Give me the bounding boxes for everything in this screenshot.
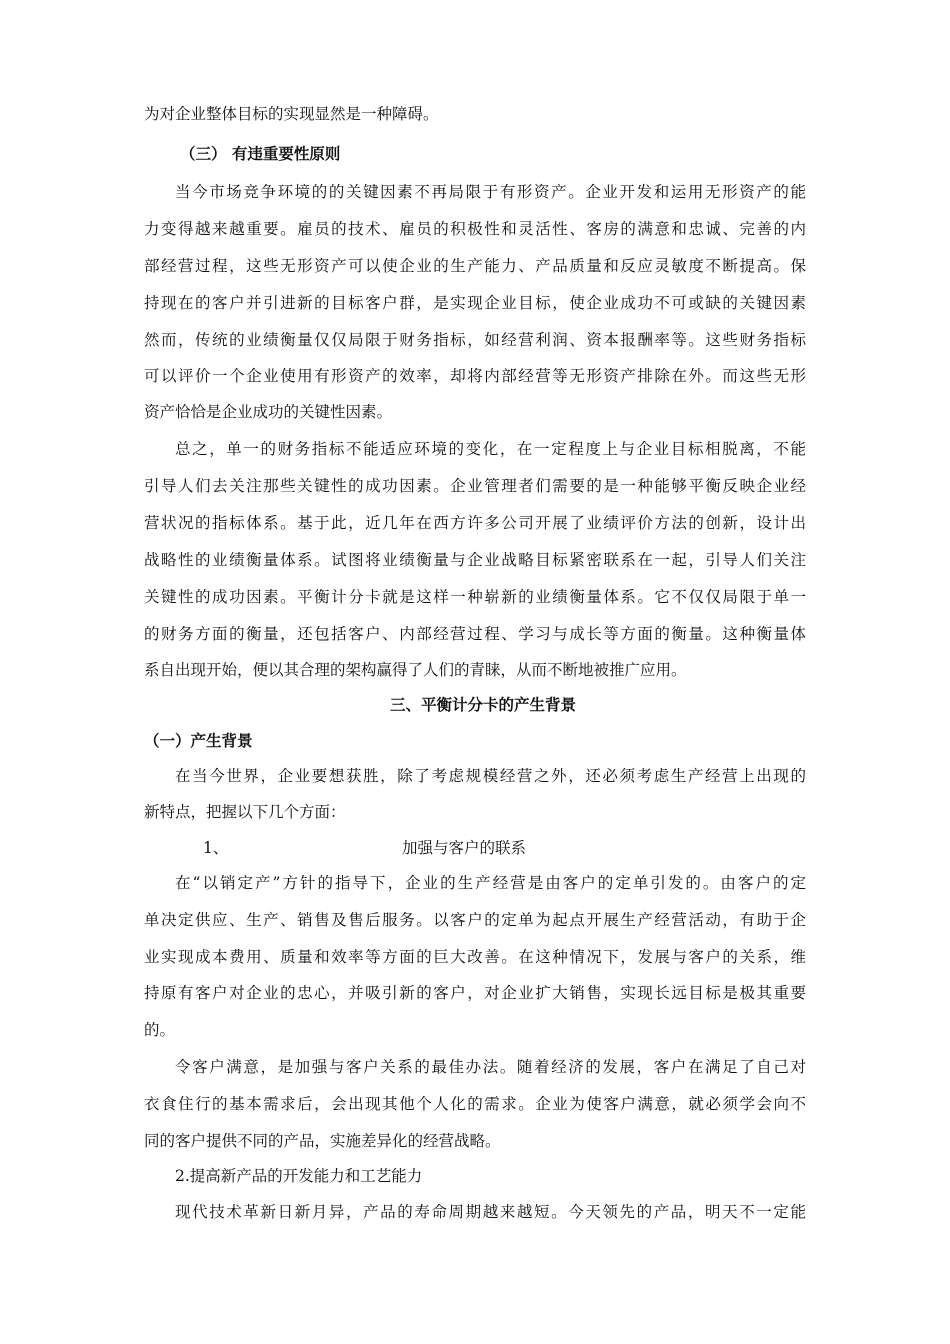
paragraph-line: 衣食住行的基本需求后，会出现其他个人化的需求。企业为使客户满意，就必须学会向不 <box>144 1095 806 1113</box>
paragraph-line: 同的客户提供不同的产品，实施差异化的经营战略。 <box>144 1132 501 1150</box>
paragraph-line: 关键性的成功因素。平衡计分卡就是这样一种崭新的业绩衡量体系。它不仅仅局限于单一 <box>144 588 806 606</box>
paragraph-line: 持原有客户对企业的忠心，并吸引新的客户，对企业扩大销售，实现长远目标是极其重要 <box>144 984 806 1002</box>
paragraph-line: 系自出现开始，便以其合理的架构赢得了人们的青睐，从而不断地被推广应用。 <box>144 661 687 679</box>
list-number: 1、 <box>203 839 229 857</box>
paragraph-line: 战略性的业绩衡量体系。试图将业绩衡量与企业战略目标紧密联系在一起，引导人们关注 <box>144 551 806 569</box>
paragraph-line: 引导人们去关注那些关键性的成功因素。企业管理者们需要的是一种能够平衡反映企业经 <box>144 477 806 495</box>
list-item-title: 加强与客户的联系 <box>402 839 527 857</box>
paragraph-line: 的财务方面的衡量，还包括客户、内部经营过程、学习与成长等方面的衡量。这种衡量体 <box>144 625 806 643</box>
section-heading: （三） 有违重要性原则 <box>180 145 341 163</box>
paragraph-line: 现代技术革新日新月异，产品的寿命周期越来越短。今天领先的产品，明天不一定能 <box>175 1203 806 1221</box>
paragraph-line: 的。 <box>144 1021 176 1039</box>
paragraph-line: 可以评价一个企业使用有形资产的效率，却将内部经营等无形资产排除在外。而这些无形 <box>144 367 806 385</box>
paragraph-line: 在“以销定产”方针的指导下，企业的生产经营是由客户的定单引发的。由客户的定 <box>175 874 806 892</box>
list-item-title: 2.提高新产品的开发能力和工艺能力 <box>175 1167 423 1185</box>
section-heading: （一）产生背景 <box>144 732 253 750</box>
paragraph-line: 令客户满意，是加强与客户关系的最佳办法。随着经济的发展，客户在满足了自己对 <box>175 1058 806 1076</box>
chapter-heading: 三、平衡计分卡的产生背景 <box>390 696 577 714</box>
paragraph-line: 单决定供应、生产、销售及售后服务。以客户的定单为起点开展生产经营活动，有助于企 <box>144 911 806 929</box>
paragraph-line: 营状况的指标体系。基于此，近几年在西方许多公司开展了业绩评价方法的创新，设计出 <box>144 514 806 532</box>
paragraph-line: 新特点，把握以下几个方面： <box>144 803 346 821</box>
paragraph-line: 然而，传统的业绩衡量仅仅局限于财务指标，如经营利润、资本报酬率等。这些财务指标 <box>144 331 806 349</box>
paragraph-line: 当今市场竞争环境的的关键因素不再局限于有形资产。企业开发和运用无形资产的能 <box>175 183 806 201</box>
paragraph-line: 总之，单一的财务指标不能适应环境的变化，在一定程度上与企业目标相脱离，不能 <box>175 440 806 458</box>
paragraph-line: 业实现成本费用、质量和效率等方面的巨大改善。在这种情况下，发展与客户的关系，维 <box>144 948 806 966</box>
paragraph-line: 资产恰恰是企业成功的关键性因素。 <box>144 403 393 421</box>
paragraph-line: 部经营过程，这些无形资产可以使企业的生产能力、产品质量和反应灵敏度不断提高。保 <box>144 257 806 275</box>
paragraph-line: 为对企业整体目标的实现显然是一种障碍。 <box>144 105 439 123</box>
paragraph-line: 在当今世界，企业要想获胜，除了考虑规模经营之外，还必须考虑生产经营上出现的 <box>175 767 806 785</box>
paragraph-line: 持现在的客户并引进新的目标客户群，是实现企业目标，使企业成功不可或缺的关键因素 <box>144 294 806 312</box>
paragraph-line: 力变得越来越重要。雇员的技术、雇员的积极性和灵活性、客房的满意和忠诚、完善的内 <box>144 220 806 238</box>
